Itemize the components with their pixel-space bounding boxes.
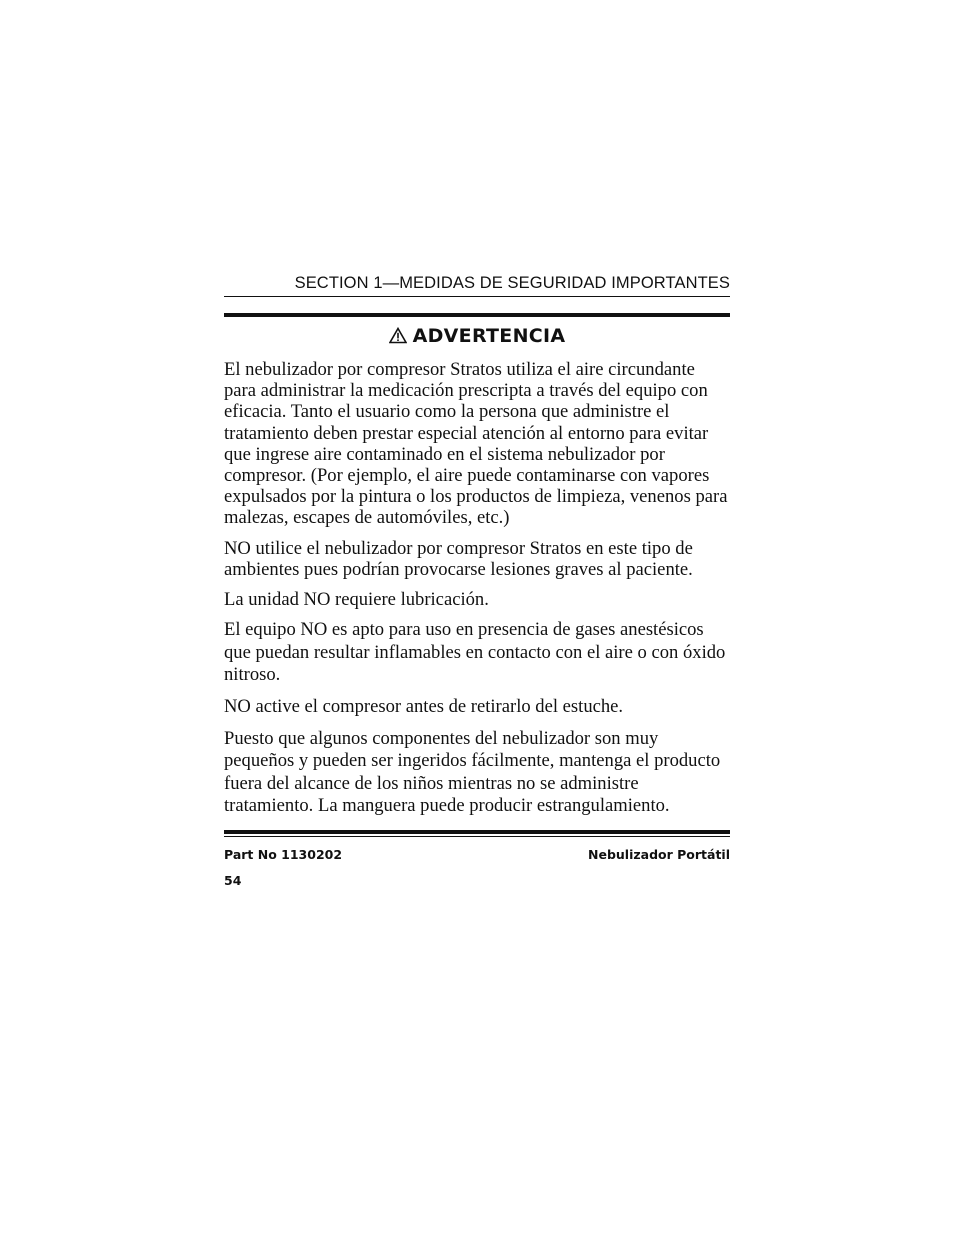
page-number: 54 — [224, 872, 242, 888]
manual-page — [224, 273, 730, 889]
paragraph-anesthetic-gases: El equipo NO es apto para uso en presencia de gases anestésicos que puedan resultar inflamables en contacto con el aire o con óxido nitroso. — [224, 619, 726, 686]
paragraph-lubrication: La unidad NO requiere lubricación. — [224, 589, 489, 611]
paragraph-environment: NO utilice el nebulizador por compresor Stratos en este tipo de ambientes pues podrían provocarse lesiones graves al paciente. — [224, 537, 693, 580]
warning-heading — [224, 323, 730, 351]
paragraph-small-parts: Puesto que algunos componentes del nebulizador son muy pequeños y pueden ser ingeridos fácilmente, mantenga el producto fuera del alcance de los niños mientras no se administre tratamiento. La manguera puede producir estrangulamiento. — [224, 727, 721, 817]
product-name: Nebulizador Portátil — [588, 846, 730, 862]
paragraph-contaminated-air: El nebulizador por compresor Stratos utiliza el aire circundante para administrar la medicación prescripta a través del equipo con eficacia. Tanto el usuario como la persona que administre el tratamiento deben prestar especial atención al entorno para evitar que ingrese aire contaminado en el sistema nebulizador por compresor. (Por ejemplo, el aire puede contaminarse con vapores expulsados por la pintura o los productos de limpieza, venenos para malezas, escapes de automóviles, etc.) — [224, 359, 728, 529]
footer-rule — [224, 830, 730, 837]
section-header: SECTION 1—MEDIDAS DE SEGURIDAD IMPORTANTES — [224, 273, 730, 297]
part-number: Part No 1130202 — [224, 846, 343, 862]
header-rule — [224, 313, 730, 317]
warning-triangle-icon — [389, 325, 407, 351]
paragraph-case: NO active el compresor antes de retirarlo del estuche. — [224, 696, 624, 718]
warning-body — [224, 359, 730, 818]
warning-title: ADVERTENCIA — [412, 325, 566, 347]
footer — [224, 847, 730, 889]
